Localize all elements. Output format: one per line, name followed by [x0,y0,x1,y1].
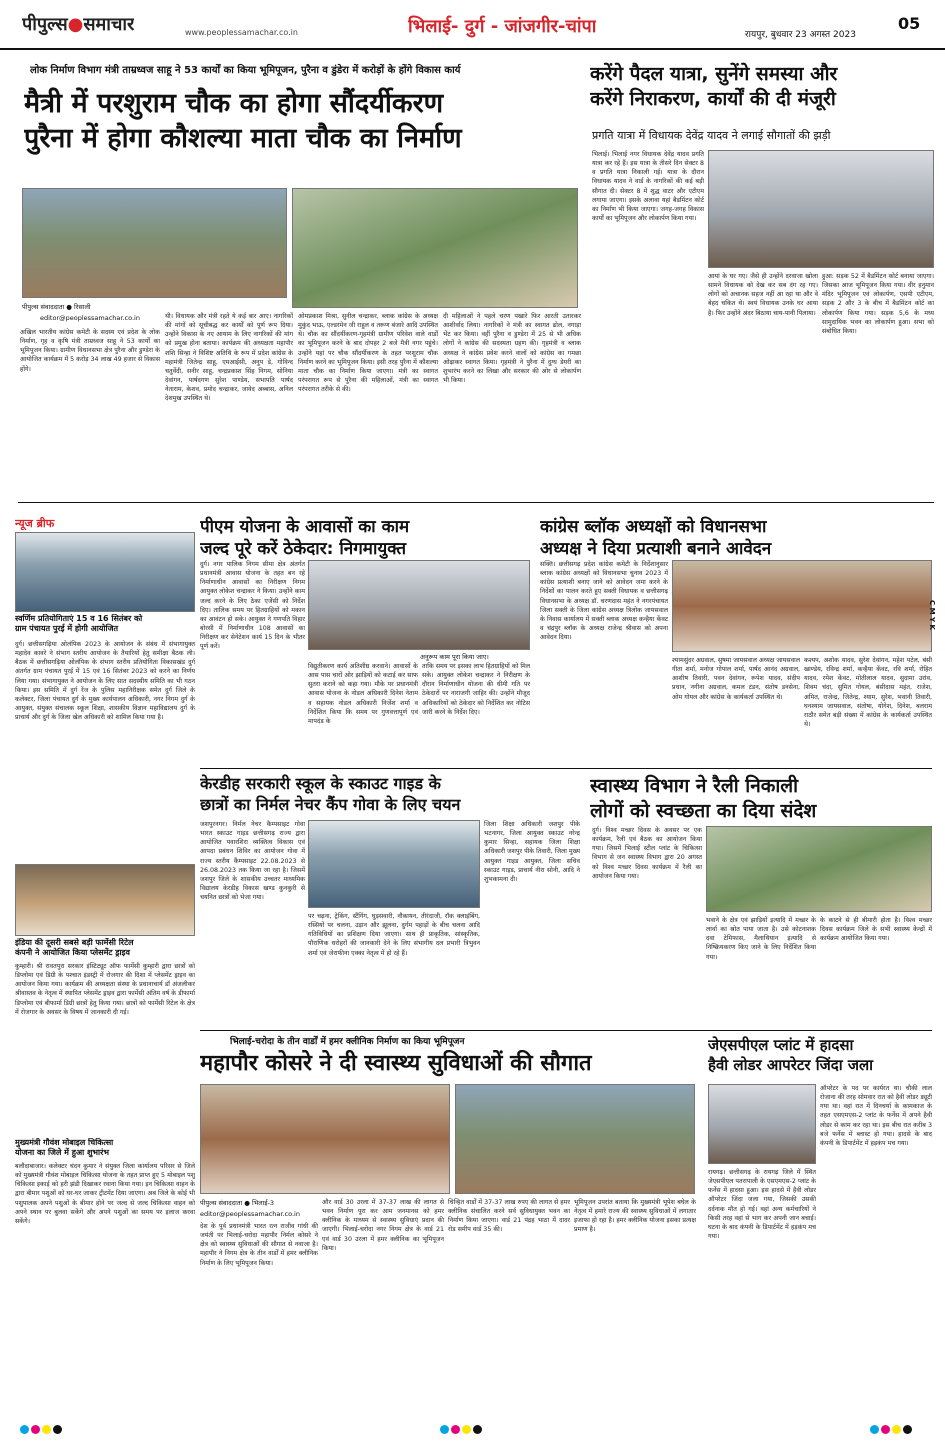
brief-headline [15,614,195,635]
cmyk-mark-left [20,1425,64,1435]
logo: पीपुल्स●समाचार [22,14,135,35]
cmyk-mark-right [870,1425,914,1435]
story1-headline [24,86,584,156]
cmyk-side-label: C M Y K [928,600,936,630]
story3-headline-line1: पीएम योजना के आवासों का काम [200,517,410,537]
news-brief-label: न्यूज ब्रीफ [15,517,55,530]
story7-kicker: भिलाई-चरोदा के तीन वार्डों में हमर क्लीनिक निर्माण का किया भूमिपूजन [230,1037,465,1047]
story7-headline: महापौर कोसरे ने दी स्वास्थ्य सुविधाओं की सौगात [200,1051,592,1076]
story1-kicker: लोक निर्माण विभाग मंत्री ताम्रध्वज साहू ने 53 कार्यों का किया भूमिपूजन, पुरैना व डुंडेरा में करोड़ों के होंगे विकास कार्य [30,65,461,76]
story6-headline [590,774,932,823]
story4-col2: श्यामसुंदर अग्रवाल, सुषमा जायसवाल अध्यक्ष जायसवाल गीता शर्मा, मनोज गोपाल शर्मा, पार्षद आनंद अग्रवाल, आशीष तिवारी, पवन देवांगन, रूपेश यादव, संदीप प्रधान, नगीना अग्रवाल, कमल टंडन, संतोष डनसेना, ओम गोयल और कांग्रेस के कार्यकर्ता उपस्थित थे। [672,657,800,701]
section-title: भिलाई- दुर्ग - जांजगीर-चांपा [408,16,597,37]
story8-headline-line2: हैवी लोडर आपरेटर जिंदा जला [708,1055,874,1074]
pharma-body: कुम्हारी। श्री रावतपुरा सरकार इंस्टिट्यूट ऑफ फार्मेसी कुम्हारी द्वारा छात्रों को डिप्लोमा एवं डिग्री के पश्चात इंडस्ट्री में रोजगार की दिशा में प्लेसमेंट ड्राइव का आयोजन किया गया। कार्यक्रम की अध्यक्षता संस्था के प्रधानाचार्य डॉ अंजलीकर श्रीवास्तव के नेतृत्व में स्थापित प्लेसमेंट ड्राइव द्वारा फार्मेसी अंतिम वर्ष के डीफार्मा डिप्लोमा एवं बीफार्मा डिग्री छात्रों हेतु किया गया। छात्रों को फार्मेसी रिटेल के क्षेत्र में रोजगार के अवसर के विषय में जानकारी दी गई। [15,963,195,1016]
divider-2 [200,768,932,769]
brief-body: दुर्ग। छत्तीसगढ़िया ओलंपिक 2023 के आयोजन के संबंध में संभागायुक्त महादेव कावरे ने संभाग स्तरीय आयोजन के तैयारियों हेतु समीक्षा बैठक ली। बैठक में छत्तीसगढ़िया ओलंपिक के संभाग स्तरीय प्रतियोगिता विकासखंड दुर्ग अंतर्गत ग्राम पंचायत पुरई में 15 एवं 16 सितंबर 2023 को करने का निर्णय लिया गया। संभागायुक्त ने आयोजन के लिए सात सदस्यीय समिति का भी गठन किया। इस समिति में दुर्ग रेंज के पुलिस महानिरीक्षक समेत दुर्ग जिले के कलेक्टर, जिला पंचायत दुर्ग के मुख्य कार्यपालन अधिकारी, नगर निगम दुर्ग के आयुक्त, संयुक्त संचालक स्कूल शिक्षा, शासकीय विज्ञान महाविद्यालय दुर्ग के प्राचार्य और दुर्ग के जिला खेल अधिकारी को शामिल किया गया है। [15,641,195,721]
story3-headline-line2: जल्द पूरे करें ठेकेदार: निगमायुक्त [200,539,407,560]
story3-col1: दुर्ग। नगर पालिक निगम सीमा क्षेत्र अंतर्गत प्रधानमंत्री आवास योजना के तहत बन रहे निर्माणाधीन आवासों का निरीक्षण निगम आयुक्त लोकेश चन्द्राकर ने किया। उन्होंने काम जल्द करने के लिए ठेका एजेंसी को निर्देश दिए। तालिक समय पर हितग्राहियों को मकान का आवंटन हो सके। आयुक्त ने गणपति विहार बोरसी में निर्माणाधीन 108 आवासों का निरीक्षण कर सेनेटेशन कार्य 15 दिन के भीतर पूर्ण करें। [200,561,305,651]
story1-headline-line1: मैत्री में परशुराम चौक का होगा सौंदर्यीकरण [24,88,444,119]
story5-col2: पर चढ़ना, ट्रेकिंग, स्टैंगिंग, घुड़सवारी, नौकायन, तीरंदाजी, रॉक क्लाइंबिंग, रस्सियों पर चलना, उड़ान और झूलना, दुर्गम पहाड़ों के बीच चलना आदि गतिविधियों का प्रशिक्षण दिया जाएगा। साथ ही प्राकृतिक, सांस्कृतिक, पौराणिक धरोहरों की जानकारी देने के लिए संभागीय दल प्रभारी त्रिभुवन शर्मा एवं जेराफीना एक्का नेतृत्व में हो रहे हैं। [308,913,480,957]
story7-col1: देश के पूर्व प्रधानमंत्री भारत रत्न राजीव गांधी की जयंती पर भिलाई-चरोदा महापौर निर्मल कोसरे ने क्षेत्र को स्वास्थ्य सुविधाओं की सौगात से नवाजा है। महापौर ने निगम क्षेत्र के तीन वार्डों में हमर क्लीनिक निर्माण के लिए भूमिपूजन किया। [200,1223,318,1267]
story7-photo-right [455,1084,695,1194]
story7-col2: और वार्ड 30 उरला में 37-37 लाख की लागत से भवन निर्माण पूरा कर आम जनमानस को हमर क्लीनिक के माध्यम से स्वास्थ्य सुविधाएं प्रदान की जाएगी। भिलाई-चरोदा नगर निगम क्षेत्र के वार्ड 21 एवं वार्ड 30 उरला में हमर क्लीनिक का भूमिपूजन किया। [322,1199,444,1252]
brief-headline-line1: स्वर्णिम प्रतियोगिताएं 15 व 16 सितंबर को [15,614,143,623]
story5-headline [200,774,580,816]
story8-col2: ऑपरेटर के पद पर कार्यरत था। चौकी लाल रोजाना की तरह सोमवार रात को हैवी लोडर ड्यूटी गया था। वहां रात में दिनचर्या के कामकाज के तहत एसएमएस-2 प्लांट के फर्नेस में अपने हैवी लोडर से काम कर रहा था। इस बीच रात करीब 3 बजे फर्नेस में ब्लास्ट हो गया। हादसे के बाद कंपनी के डिपार्टमेंट में हड़कंप मच गया। [820,1085,932,1147]
story6-col2: भवाने के क्षेत्र एवं झाड़ियों इत्यादि में मच्छर के लार्वा का स्रोत पाया जाता है। उसे कोटनाशक दवा टेमिफास, मैलाथियान इत्यादि से निष्क्रियकरण किए जाने के लिए निर्देशित किया गया। [706,917,816,961]
story7-email: editor@peoplessamachar.co.in [200,1210,300,1218]
story7-col4: भूमिपूजन उपरांत बताया कि मुख्यमंत्री भूपेश बघेल के नेतृत्व में हमारे राज्य की स्वास्थ्य सुविधाओं में लगातार इजाफा हो रहा है। हमर क्लीनिक योजना इसका प्रत्यक्ष प्रमाण है। [574,1199,696,1234]
story5-col1: जशपुरनगर। निर्मल नेचर कैम्पसाइट गोवा भारत स्काउट गाइड छत्तीसगढ़ राज्य द्वारा आयोजित पवारशिरा व्यक्तित्व विकास एवं आपदा प्रबंधन शिविर का आयोजन गोवा में राज्य स्तरीय कैंम्पसाइट 22.08.2023 से 26.08.2023 तक किया जा रहा है। जिसमें जशपुर जिले के शासकीय उच्चतर माध्यमिक विद्यालय केरडीह विकास खण्ड कुनकुरी से चयनित छात्रों को भेजा गया। [200,821,305,901]
page-number: 05 [898,14,921,33]
pharma-headline-line2: कंपनी ने आयोजित किया प्लेसमेंट ड्राइव [15,948,130,958]
story5-headline-line2: छात्रों का निर्मल नेचर कैंप गोवा के लिए चयन [200,794,461,814]
story5-photo [308,820,480,908]
story1-col1: अखिल भारतीय कांग्रेस कमेटी के सदस्य एवं प्रदेश के लोक निर्माण, गृह व कृषि मंत्री ताम्रध्वज साहू ने 53 कार्यों का भूमिपूजन किया। ग्रामीण विधानसभा क्षेत्र पुरैना और डुण्डेरा के आयोजित कार्यक्रम में 5 करोड़ 34 लाख 49 हजार से विकास होंगे। [20,329,160,373]
story1-photo-crowd [292,188,578,308]
story3-col2: विद्युतीकरण कार्य अतिशीघ्र करवाने। आवासों के आस पास चारों ओर झाड़ियों को कटाई कर साफ सुतरा कराने को कहा गया। मौके पर प्रधानमंत्री आवास योजना के नोडल अधिकारी दिनेश नेताम व सहायक नोडल अधिकारी निर्जेश शर्मा व निर्देशित किया कि समय पर गुणवत्तापूर्ण एवं मापदंड के [308,663,418,725]
story6-col1: दुर्ग। विश्व मच्छर दिवस के अवसर पर एक कार्यक्रम, रैली एवं बैठक का आयोजन किया गया। जिसमें भिलाई स्टील प्लांट के चिकित्सा विभाग से जन स्वास्थ्य विभाग द्वारा 20 अगस्त को विश्व मच्छर दिवस कार्यक्रम में रैली का आयोजन किया गया। [592,827,702,880]
cmyk-mark-center [440,1425,484,1435]
story1-headline-line2: पुरैना में होगा कौशल्या माता चौक का निर्माण [24,123,462,155]
divider-3 [200,1030,932,1031]
story2-headline [590,62,930,111]
story7-col3: चिन्हित वार्डों में 37-37 लाख रुपए की लागत से हमर क्लीनिक संचालित करने सर्व सुविधायुक्त भवन का निर्माण किया जाएगा। वार्ड 21 पंद्रह भाठा में दादर रोड समीप वार्ड 35 की। [448,1199,570,1234]
story4-headline-line1: कांग्रेस ब्लॉक अध्यक्षों को विधानसभा [540,517,767,537]
website-url: www.peoplessamachar.co.in [185,28,298,37]
story3-headline [200,516,530,560]
story9-body: बलौदाबाजार। कलेक्टर चंदन कुमार ने संयुक्त जिला कार्यालय परिसर से जिले को मुख्यमंत्री गौवंश मोबाइल चिकित्सा योजना के तहत प्राप्त हुए 5 मोबाइल पशु चिकित्सा इकाई को हरी झंडी दिखाकर रवाना किया गया। इन चिकित्सा वाहन के द्वारा बीमार पशुओं को घर-घर जाकर ट्रीटमेंट दिया जाएगा। अब जिले के कोई भी पशुपालक अपने पशुओं के बीमार होने पर जल्द से जल्द चिकित्सा वाहन को अपने स्थान पर बुलवा सकेंगे और अपने पशुओं का समय पर इलाज करवा सकेंगे। [15,1163,195,1225]
issue-date: रायपुर, बुधवार 23 अगस्त 2023 [745,30,856,40]
story6-headline-line1: स्वास्थ्य विभाग ने रैली निकाली [590,775,799,797]
story4-col1: सक्ति। छत्तीसगढ़ प्रदेश कांग्रेस कमेटी के निर्देशानुसार ब्लाक कांग्रेस अध्यक्षों को विधानसभा चुनाव 2023 में कांग्रेस प्रत्याशी बनाए जाने को आवेदन जमा करने के निर्देशों का पालन करते हुए सक्ती विधायक व छत्तीसगढ़ विधानसभा के अध्यक्ष डॉ. चरणदास महंत ने नगरपंचायत जिला सक्ती के जिला कांग्रेस अध्यक्ष त्रिलोक जायसवाल के निवास कार्यालय में सक्ती ब्लाक अध्यक्ष कन्हैया केंवट व चंद्रपुर ब्लॉक के अध्यक्ष राजेन्द्र श्रीवास को अपना आवेदन दिया। [540,561,668,641]
story5-headline-line1: केरडीह सरकारी स्कूल के स्काउट गाइड के [200,774,441,793]
story8-photo [708,1084,816,1164]
story1-email: editor@peoplessamachar.co.in [40,314,140,322]
pharma-headline [15,938,195,959]
news-brief-bar [15,512,195,530]
story4-col3: कश्यप, अशोक यादव, सुरेश देवांगन, महेश पटेल, बंसी खाण्डेय, रविन्द्र शर्मा, कन्हैया केंवट, रवि शर्मा, रोहित यादव, रमेश केंवट, मोतीलाल यादव, सुदामा उरांव, शिवम चंदा, सुमित गोयल, बंसीदास महंत, राजेश, अमित, राजेन्द्र, जितेन्द्र, श्याम, सुरेश, भवानी तिवारी, घनश्याम जायसवाल, संतोषा, योगेश, दिनेश, बलराम राठौर समेत बड़ी संख्या में कांग्रेस के कार्यकर्ता उपस्थित थे। [804,657,932,728]
story2-col3: आयां के घर गए। जैसे ही उन्होंने दरवाजा खोला सामने विधायक को देख कर सब दंग रह गए। लोगों को अचानक सहज नहीं आ रहा था और वे बेहद चकित थे। स्वयं विधायक उनके घर आया है। फिर उन्होंने अंदर बिठाया चाय-पानी पिलाया। [708,273,818,317]
story6-col3: के काटने से ही बीमारी होता है। विश्व मच्छर दिवस कार्यक्रम जिले के सभी स्वास्थ्य केन्द्रों में कार्यक्रम आयोजित किया गया। [820,917,932,943]
story2-headline-line2: करेंगे निराकरण, कार्यों की दी मंजूरी [590,87,836,110]
story3-photo [308,560,530,650]
story8-headline-line1: जेएसपीएल प्लांट में हादसा [708,1036,854,1054]
story1-photo-main [22,188,287,298]
story7-photo-left [200,1084,450,1194]
brief-photo [15,532,195,612]
story2-subhead: प्रगति यात्रा में विधायक देवेंद्र यादव ने लगाई सौगातों की झड़ी [592,129,831,142]
story4-headline-line2: अध्यक्ष ने दिया प्रत्याशी बनाने आवेदन [540,539,772,560]
story4-photo [672,560,932,652]
story1-col2: थी। विधायक और मंत्री रहते ये कई बार आए। नागरिकों की मांगों को सूचीबद्ध कर कार्यों को पूर्ण रूप दिया। उन्होंने विकास के नए आयाम के लिए नागरिकों की मांग को प्रमुख होना बताया। कार्यक्रम की अध्यक्षता महापौर शशि सिन्हा ने विशिष्ट अतिथि के रूप में प्रदेश कांग्रेस के महामंत्री जितेन्द्र साहू, एमआईसी, अनुप डे, गोविन्द चतुर्वेदी, सनीर साहू, चन्द्रप्रकाश सिंह निगम, सोनिया देवांगन, पार्षदगण सुरेश पाण्डेय, सभापति पार्षद नेताराम, केशव, प्रमोद चन्द्राकर, जावेद अब्बास, अनिल देशमुख उपस्थित थे। [165,313,293,403]
story4-headline [540,516,930,560]
story7-credit: पीपुल्स संवाददाता ● भिलाई-3 [200,1199,275,1207]
story2-photo [708,150,934,268]
story9-headline-line1: मुख्यमंत्री गौवंश मोबाइल चिकित्सा [15,1138,114,1147]
story5-col3: जिला शिक्षा अधिकारी जशपुर पीके भटनागर, जिला आयुक्त स्काउट नरेन्द्र कुमार सिन्हा, सहायक जिला शिक्षा अधिकारी जशपुर पीके तिवारी, जिला मुख्य आयुक्त गाइड आयुक्त, जिला सचिव स्काउट गाइड, प्राचार्य नीरा सोनी, आदि ने शुभकामना दी। [484,821,580,883]
story2-col1: भिलाई। भिलाई नगर विधायक देवेंद्र यादव प्रगति यात्रा कर रहे हैं। इस यात्रा के तीसरे दिन सेक्टर 8 व प्रगति यात्रा निकाली गई। यात्रा के दौरान विधायक यादव ने वार्ड के नागरिकों की कई बड़ी सौगात दी। सेक्टर 8 में शुद्ध वाटर और एटीएम लगाया जाएगा। इसके अलावा यहां बैडमिंटन कोर्ट का निर्माण भी किया जाएगा। जगह-जगह विकास कार्यों का भूमिपूजन और लोकार्पण किया गया। [592,151,704,222]
story8-col1: रायगढ़। छत्तीसगढ़ के रायगढ़ जिले में स्थित जेएसपीएल पतरापाली के एसएमएस-2 प्लांट के फर्नेस में हादसा हुआ। इस हादसे में हैवी लोडर ऑपरेटर जिंदा जला गया, जिसकी उसकी दर्दनाक मौत हो गई। वहां अन्य कर्मचारियों ने किसी तरह वहां से भाग कर अपनी जान बचाई। घटना के बाद कंपनी के डिपार्टमेंट में हड़कंप मच गया। [708,1169,816,1240]
story3-col3: ताकि समय पर इसका लाभ हितग्राहियों को मिल सके। आयुक्त लोकेश चन्द्राकर ने निरीक्षण के दौरान निर्माणाधीन योजना की धीमी गति पर ठेकेदारों पर नाराजगी जाहिर की। उन्होंने मौजूद अधिकारियों को ठेकेदार को निर्देशित कर नोटिस जारी करने के निर्देश दिए। [422,663,530,716]
story6-headline-line2: लोगों को स्वच्छता का दिया संदेश [590,799,817,822]
story1-credit: पीपुल्स संवाददाता ● रिसाली [22,303,91,311]
story6-photo [706,826,932,912]
masthead [0,0,945,50]
story1-col3: ओमप्रकाश मिश्रा, सुनील चन्द्राकर, ब्लाक कांग्रेस के अध्यक्ष मुकुंद भाऊ, एल्डरमेन जी राहुल व तरूण बंजारे आदि उपस्थित थे। चौक का सौंदर्यीकरण-गृहमंत्री ग्रामीण परिवेश वाले वार्डों का भूमिपूजन करने के बाद दोपहर 2 बजे मैत्री नगर पहुंचे। उन्होंने यहां पर चौक सौंदर्यीकरण के तहत परशुराम चौक निर्माण करने का भूमिपूजन किया। इसी तरह पुरैना में कौशल्या माता चौक का निर्माण किया जाएगा। मंत्री का स्वागत परंपरागत रूप से पुरैना की महिलाओं, मंत्री का स्वागत परंपरागत तरीके से की। [298,313,438,393]
story8-headline [708,1036,932,1075]
story2-col4: हुआ: सड़क 52 में बैडमिंटन कोर्ट बनाया जाएगा। जिसका आज भूमिपूजन किया गया। वीर हनुमान मंदिर भूमिपूजन एवं लोकार्पण, एसपी एटीएम, सड़क 2 और 3 के बीच में बैडमिंटन कोर्ट का लोकार्पण किया गया। सड़क 5,6 के मध्य सामुदायिक भवन का लोकार्पण हुआ। सभा को संबोधित किया। [822,273,934,335]
story3-caption: अनुरूप काम पूरा किया जाए। [420,653,489,661]
pharma-photo [15,864,195,936]
pharma-headline-line1: इंडिया की दूसरी सबसे बड़ी फार्मेसी रिटेल [15,938,134,947]
divider-1 [18,502,934,503]
brief-headline-line2: ग्राम पंचायत पुरई में होगी आयोजित [15,624,119,634]
story1-col4: दी महिलाओं ने पहले चरण पखारे फिर आरती उतारकर आशीर्वाद लिया। नागरिकों ने मंत्री का स्वागत ढोल, नगाड़ा भेंट कर किया। वहीं पुरैना व डुण्डेरा में 25 से भी अधिक लोगों ने कांग्रेस की सदस्यता ग्रहण की। गृहमंत्री व ब्लाक अध्यक्ष ने कांग्रेस प्रवेश करने वालों को कांग्रेस का गमछा ओढ़ाकर स्वागत किया। गृहमंत्री ने पुरैना में दुग्ध डेयरी का शुभारंभ करने का लिखा और सरकार की ओर से लोकार्पण भी किया। [443,313,581,384]
story9-headline [15,1138,195,1159]
story2-headline-line1: करेंगे पैदल यात्रा, सुनेंगे समस्या और [590,63,838,85]
story9-headline-line2: योजना का जिले में हुआ शुभारंभ [15,1148,109,1158]
